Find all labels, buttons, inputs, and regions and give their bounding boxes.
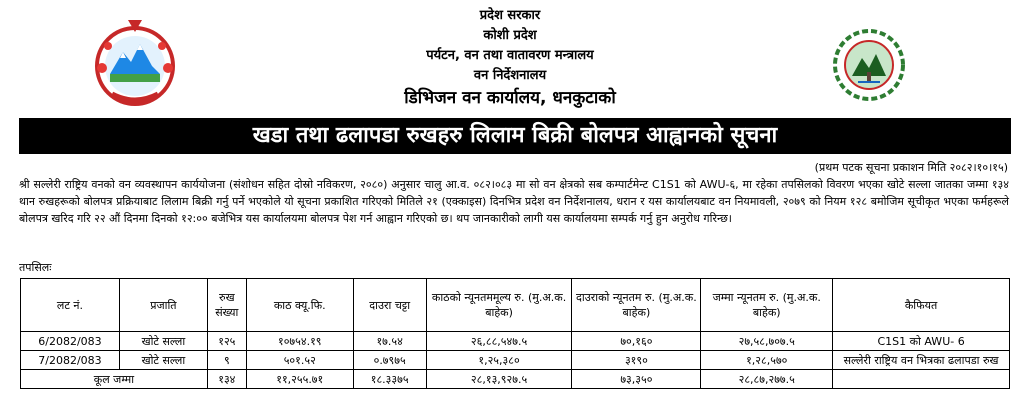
col-header-firewood-chatta: दाउरा चट्टा xyxy=(353,279,426,332)
table-total-row xyxy=(21,370,1010,389)
col-header-lot-no: लट नं. xyxy=(21,279,120,332)
publication-date: (प्रथम पटक सूचना प्रकाशन मिति २०८२।१०।१५) xyxy=(814,161,1008,174)
col-header-firewood-min-price: दाउराको न्यूनतम रु. (मु.अ.क. बाहेक) xyxy=(572,279,701,332)
letterhead xyxy=(0,0,1026,118)
col-header-tree-count: रुख संख्या xyxy=(207,279,246,332)
cell-total-remarks xyxy=(833,370,1010,389)
cell-total-min-price-sum: २८,८७,२७७.५ xyxy=(701,370,833,389)
cell-total-tree-count: १३४ xyxy=(207,370,246,389)
cell-total-timber-cft: ११,२५५.७१ xyxy=(246,370,353,389)
col-header-remarks: कैफियत xyxy=(833,279,1010,332)
col-header-timber-cft: काठ क्यू.फि. xyxy=(246,279,353,332)
cell-firewood-min-price: ३१९० xyxy=(572,351,701,370)
col-header-total-min-price: जम्मा न्यूनतम रु. (मु.अ.क. बाहेक) xyxy=(701,279,833,332)
cell-firewood-chatta: १७.५४ xyxy=(353,332,426,351)
cell-firewood-min-price: ७०,१६० xyxy=(572,332,701,351)
cell-timber-min-price: १,२५,३८० xyxy=(426,351,572,370)
office-name: डिभिजन वन कार्यालय, धनकुटाको xyxy=(404,88,616,108)
header-line-1: प्रदेश सरकार xyxy=(479,8,541,23)
cell-remarks: सल्लेरी राष्ट्रिय वन भित्रका ढलापडा रुख xyxy=(833,351,1010,370)
cell-firewood-chatta: ०.७९७५ xyxy=(353,351,426,370)
cell-total-firewood-chatta: १८.३३७५ xyxy=(353,370,426,389)
notice-title-banner: खडा तथा ढलापडा रुखहरु लिलाम बिक्री बोलपत्र आह्वानको सूचना xyxy=(19,118,1011,154)
table-header-row xyxy=(21,279,1010,332)
cell-total-min-price: २७,५८,७०७.५ xyxy=(701,332,833,351)
details-label: तपसिलः xyxy=(19,261,52,274)
lot-details-table xyxy=(20,278,1010,389)
cell-species: खोटे सल्ला xyxy=(119,332,207,351)
cell-tree-count: ९ xyxy=(207,351,246,370)
header-line-3: पर्यटन, वन तथा वातावरण मन्त्रालय xyxy=(426,48,594,63)
header-line-2: कोशी प्रदेश xyxy=(483,28,537,43)
header-line-4: वन निर्देशनालय xyxy=(473,68,547,83)
col-header-species: प्रजाति xyxy=(119,279,207,332)
cell-lot-no: 7/2082/083 xyxy=(21,351,120,370)
cell-remarks: C1S1 को AWU- 6 xyxy=(833,332,1010,351)
nepal-emblem-logo xyxy=(90,16,180,108)
forest-office-seal-logo xyxy=(832,28,906,102)
table-row xyxy=(21,351,1010,370)
cell-timber-cft: १०७५४.१९ xyxy=(246,332,353,351)
col-header-timber-min-price: काठको न्यूनतममूल्य रु. (मु.अ.क. बाहेक) xyxy=(426,279,572,332)
cell-timber-cft: ५०१.५२ xyxy=(246,351,353,370)
cell-lot-no: 6/2082/083 xyxy=(21,332,120,351)
cell-species: खोटे सल्ला xyxy=(119,351,207,370)
cell-total-min-price: १,२८,५७० xyxy=(701,351,833,370)
notice-body-text: श्री सल्लेरी राष्ट्रिय वनको वन व्यवस्थापन कार्ययोजना (संशोधन सहित दोस्रो नविकरण, २०८०) अनुसार चालु आ.व. ०८२।०८३ मा सो वन क्षेत्रको सब कम्पार्टमेन्ट C1S1 को AWU-६, मा रहेका तपसिलको विवरण भएका खोटे सल्ला जातका जम्मा १३४ थान रुखहरूको बोलपत्र प्रक्रियाबाट लिलाम बिक्री गर्नु पर्ने भएकोले यो सूचना प्रकाशित गरिएको मितिले २१ (एक्काइस) दिनभित्र प्रदेश वन निर्देशनालय, धरान र यस कार्यालयबाट वन नियमावली, २०७९ को नियम १२८ बमोजिम सूचीकृत भएका फर्महरूले बोलपत्र खरिद गरि २२ औं दिनमा दिनको १२:०० बजेभित्र यस कार्यालयमा बोलपत्र पेश गर्न आह्वान गरिएको छ। थप जानकारीको लागी यस कार्यालयमा सम्पर्क गर्नु हुन अनुरोध गरिन्छ। xyxy=(19,178,1009,225)
cell-tree-count: १२५ xyxy=(207,332,246,351)
cell-timber-min-price: २६,८८,५४७.५ xyxy=(426,332,572,351)
cell-total-label: कूल जम्मा xyxy=(21,370,208,389)
table-row xyxy=(21,332,1010,351)
cell-total-timber-min-price: २८,१३,९२७.५ xyxy=(426,370,572,389)
cell-total-firewood-min-price: ७३,३५० xyxy=(572,370,701,389)
